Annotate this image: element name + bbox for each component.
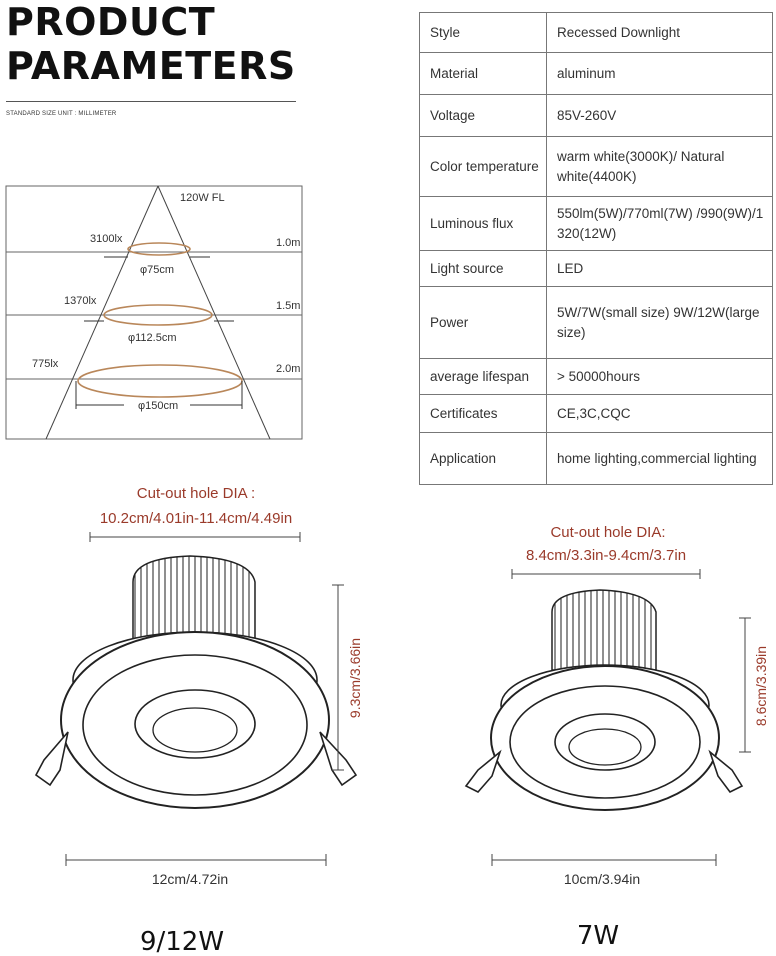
- beam-header: 120W FL: [180, 192, 225, 204]
- lux-label: 775lx: [32, 358, 59, 370]
- row-key: Color temperature: [420, 137, 547, 197]
- table-row: [420, 359, 773, 395]
- row-key: Application: [420, 433, 547, 485]
- row-value: > 50000hours: [547, 359, 773, 395]
- large-cutout-title: Cut-out hole DIA :: [136, 485, 256, 502]
- spec-table: [419, 12, 773, 485]
- row-value: 85V-260V: [547, 95, 773, 137]
- table-row: [420, 395, 773, 433]
- large-downlight: [36, 485, 363, 956]
- distance-label: 2.0m: [276, 363, 301, 375]
- row-value: LED: [547, 251, 773, 287]
- small-height-label: 8.6cm/3.39in: [753, 645, 769, 727]
- diameter-label: φ112.5cm: [128, 332, 177, 344]
- row-key: average lifespan: [420, 359, 547, 395]
- row-key: Certificates: [420, 395, 547, 433]
- table-row: [420, 287, 773, 359]
- row-key: Luminous flux: [420, 197, 547, 251]
- distance-label: 1.0m: [276, 237, 301, 249]
- row-key: Material: [420, 53, 547, 95]
- title-line-1: PRODUCT: [6, 0, 216, 44]
- small-downlight: [466, 524, 769, 951]
- large-width-label: 12cm/4.72in: [151, 871, 229, 887]
- row-key: Style: [420, 13, 547, 53]
- distance-label: 1.5m: [276, 300, 301, 312]
- row-key: Voltage: [420, 95, 547, 137]
- row-value: 5W/7W(small size) 9W/12W(large size): [547, 287, 773, 359]
- table-row: [420, 137, 773, 197]
- small-cutout-value: 8.4cm/3.3in-9.4cm/3.7in: [525, 547, 687, 564]
- beam-ellipse: [78, 365, 242, 397]
- diameter-label: φ75cm: [140, 264, 175, 276]
- product-dimension-drawings: [0, 470, 776, 956]
- large-height-label: 9.3cm/3.66in: [347, 637, 363, 719]
- large-wattage-label: 9/12W: [139, 927, 225, 956]
- table-row: [420, 95, 773, 137]
- small-wattage-label: 7W: [576, 921, 620, 951]
- table-row: [420, 13, 773, 53]
- row-value: warm white(3000K)/ Natural white(4400K): [547, 137, 773, 197]
- row-value: Recessed Downlight: [547, 13, 773, 53]
- beam-angle-diagram: [4, 184, 304, 442]
- row-value: 550lm(5W)/770ml(7W) /990(9W)/1 320(12W): [547, 197, 773, 251]
- table-row: [420, 197, 773, 251]
- table-row: [420, 53, 773, 95]
- standard-size-note: STANDARD SIZE UNIT : MILLIMETER: [6, 111, 117, 117]
- row-value: home lighting,commercial lighting: [547, 433, 773, 485]
- row-key: Light source: [420, 251, 547, 287]
- title-divider: [6, 101, 296, 102]
- page-title: [6, 0, 296, 88]
- title-line-2: PARAMETERS: [6, 44, 296, 88]
- small-width-label: 10cm/3.94in: [563, 871, 641, 887]
- lux-label: 3100lx: [90, 233, 123, 245]
- lux-label: 1370lx: [64, 295, 97, 307]
- table-row: [420, 251, 773, 287]
- beam-ellipse: [128, 243, 190, 255]
- row-key: Power: [420, 287, 547, 359]
- row-value: CE,3C,CQC: [547, 395, 773, 433]
- large-cutout-value: 10.2cm/4.01in-11.4cm/4.49in: [99, 510, 293, 527]
- row-value: aluminum: [547, 53, 773, 95]
- small-cutout-title: Cut-out hole DIA:: [550, 524, 666, 541]
- diameter-label: φ150cm: [138, 400, 179, 412]
